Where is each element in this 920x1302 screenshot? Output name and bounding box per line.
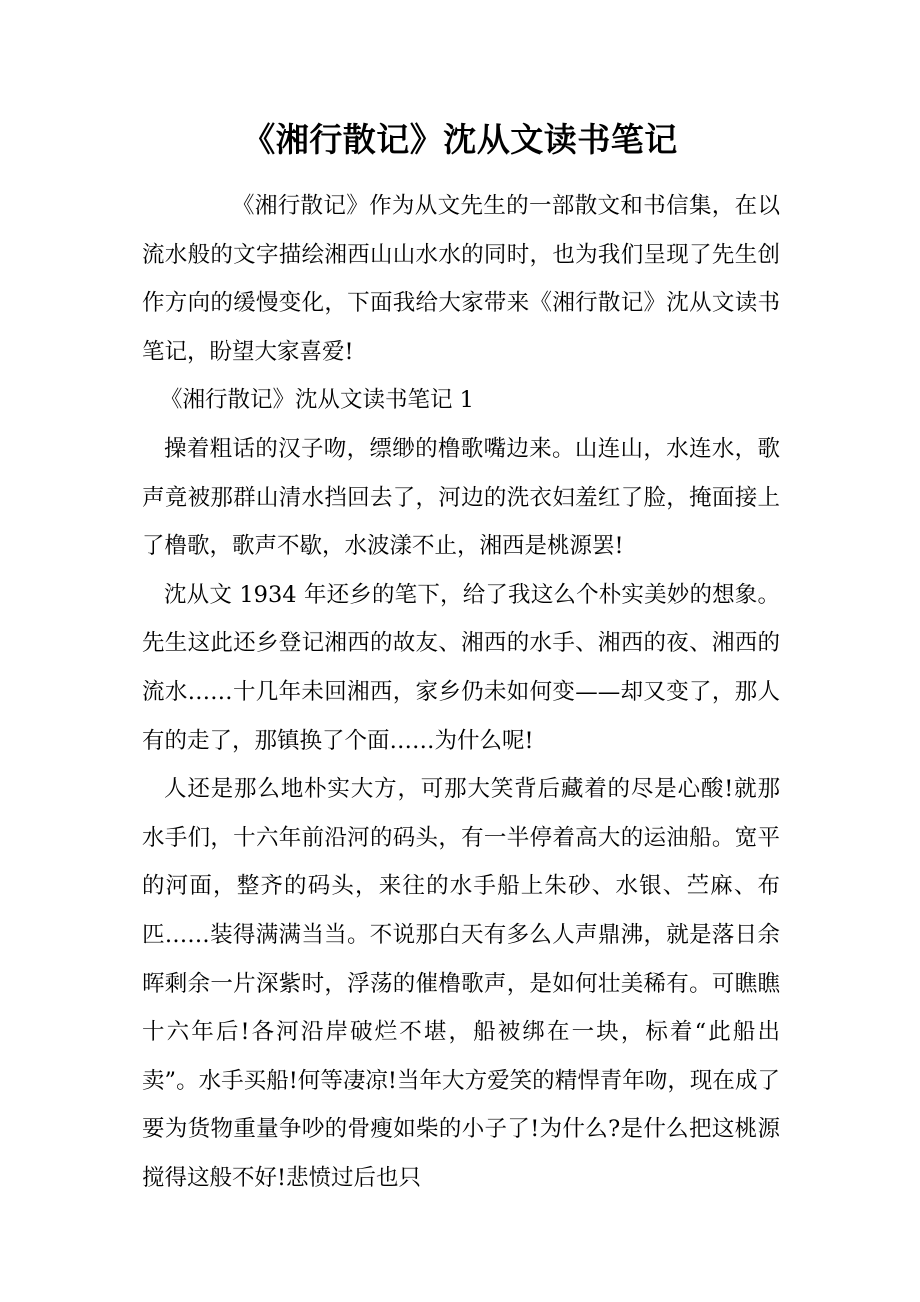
intro-paragraph: 《湘行散记》作为从文先生的一部散文和书信集，在以流水般的文字描绘湘西山山水水的同时，也为我们呈现了先生创作方向的缓慢变化，下面我给大家带来《湘行散记》沈从文读书笔记，盼望大家喜爱! <box>142 193 780 365</box>
body-paragraph-2: 沈从文 1934 年还乡的笔下，给了我这么个朴实美妙的想象。先生这此还乡登记湘西的故友、湘西的水手、湘西的夜、湘西的流水……十几年未回湘西，家乡仍未如何变——却又变了，那人有的走了，那镇换了个面……为什么呢! <box>142 581 780 754</box>
body-paragraph-1: 操着粗话的汉子吻，缥缈的橹歌嘴边来。山连山，水连水，歌声竟被那群山清水挡回去了，河边的洗衣妇羞红了脸，掩面接上了橹歌，歌声不歇，水波漾不止，湘西是桃源罢! <box>142 435 780 560</box>
section-heading: 《湘行散记》沈从文读书笔记 1 <box>160 387 474 414</box>
document-body <box>142 182 780 1202</box>
body-paragraph-3: 人还是那么地朴实大方，可那大笑背后藏着的尽是心酸!就那水手们，十六年前沿河的码头，有一半停着高大的运油船。宽平的河面，整齐的码头，来往的水手船上朱砂、水银、苎麻、布匹……装得满满当当。不说那白天有多么人声鼎沸，就是落日余晖剩余一片深紫时，浮荡的催橹歌声，是如何壮美稀有。可瞧瞧十六年后!各河沿岸破烂不堪，船被绑在一块，标着“此船出卖”。水手买船!何等凄凉!当年大方爱笑的精悍青年吻，现在成了要为货物重量争吵的骨瘦如柴的小子了!为什么?是什么把这桃源搅得这般不好!悲愤过后也只 <box>142 776 780 1191</box>
document-title: 《湘行散记》沈从文读书笔记 <box>242 120 678 159</box>
